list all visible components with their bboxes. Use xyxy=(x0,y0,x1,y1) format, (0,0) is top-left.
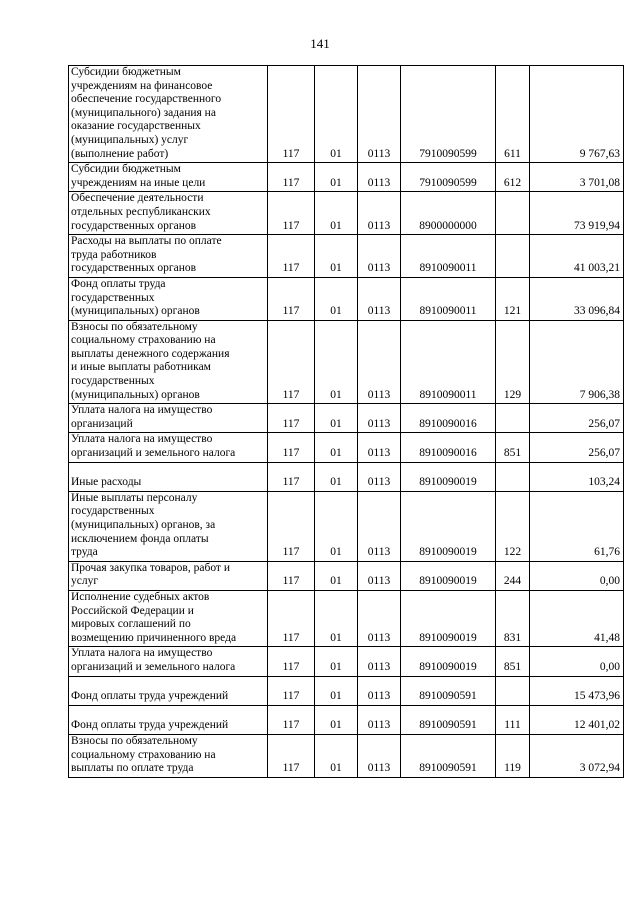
expense-name-cell xyxy=(69,491,268,561)
expense-name-line: и иные выплаты работникам xyxy=(71,361,211,374)
expense-name-line: (выполнение работ) xyxy=(71,147,169,160)
expense-name-line: услуг xyxy=(71,575,99,588)
section-code-cell: 01 xyxy=(315,66,358,163)
amount-cell: 0,00 xyxy=(530,647,624,676)
expense-name-line: обеспечение государственного xyxy=(71,93,222,106)
expense-type-code-cell: 851 xyxy=(496,433,530,462)
expense-name-line: учреждениям на финансовое xyxy=(71,79,213,92)
expense-name-line: социальному страхованию на xyxy=(71,748,216,761)
expense-name-line: Расходы на выплаты по оплате xyxy=(71,235,222,248)
table-row xyxy=(69,561,624,590)
expense-type-code-cell: 121 xyxy=(496,277,530,320)
subsection-code-cell: 0113 xyxy=(358,705,401,734)
expense-name-line: (муниципального) задания на xyxy=(71,106,216,119)
department-code-cell: 117 xyxy=(268,433,315,462)
target-article-code-cell: 8910090011 xyxy=(401,277,496,320)
section-code-cell: 01 xyxy=(315,433,358,462)
department-code-cell: 117 xyxy=(268,590,315,646)
subsection-code-cell: 0113 xyxy=(358,590,401,646)
expense-name-line: учреждениям на иные цели xyxy=(71,176,206,189)
amount-cell: 9 767,63 xyxy=(530,66,624,163)
amount-cell: 3 072,94 xyxy=(530,734,624,777)
department-code-cell: 117 xyxy=(268,705,315,734)
subsection-code-cell: 0113 xyxy=(358,192,401,235)
expense-type-code-cell: 612 xyxy=(496,163,530,192)
expense-name-line: Фонд оплаты труда xyxy=(71,277,166,290)
expense-type-code-cell xyxy=(496,462,530,491)
subsection-code-cell: 0113 xyxy=(358,491,401,561)
table-row xyxy=(69,491,624,561)
amount-cell: 256,07 xyxy=(530,433,624,462)
table-row xyxy=(69,433,624,462)
expense-name-cell xyxy=(69,235,268,278)
expense-name-line: Иные расходы xyxy=(71,476,142,489)
expense-name-cell xyxy=(69,192,268,235)
section-code-cell: 01 xyxy=(315,404,358,433)
expense-name-cell xyxy=(69,462,268,491)
table-row xyxy=(69,734,624,777)
expense-name-cell xyxy=(69,66,268,163)
budget-table xyxy=(68,65,624,778)
section-code-cell: 01 xyxy=(315,590,358,646)
expense-type-code-cell xyxy=(496,235,530,278)
table-row xyxy=(69,320,624,404)
expense-name-line: государственных органов xyxy=(71,262,197,275)
section-code-cell: 01 xyxy=(315,320,358,404)
expense-name-cell xyxy=(69,647,268,676)
target-article-code-cell: 7910090599 xyxy=(401,163,496,192)
expense-name-line: организаций и земельного налога xyxy=(71,447,236,460)
expense-name-line: государственных xyxy=(71,375,155,388)
section-code-cell: 01 xyxy=(315,734,358,777)
expense-name-line: исключением фонда оплаты xyxy=(71,532,209,545)
expense-type-code-cell: 831 xyxy=(496,590,530,646)
expense-name-line xyxy=(71,706,264,720)
expense-type-code-cell: 244 xyxy=(496,561,530,590)
section-code-cell: 01 xyxy=(315,235,358,278)
subsection-code-cell: 0113 xyxy=(358,734,401,777)
department-code-cell: 117 xyxy=(268,66,315,163)
subsection-code-cell: 0113 xyxy=(358,404,401,433)
table-row xyxy=(69,647,624,676)
amount-cell: 33 096,84 xyxy=(530,277,624,320)
department-code-cell: 117 xyxy=(268,235,315,278)
expense-type-code-cell: 129 xyxy=(496,320,530,404)
amount-cell: 12 401,02 xyxy=(530,705,624,734)
expense-type-code-cell: 111 xyxy=(496,705,530,734)
subsection-code-cell: 0113 xyxy=(358,462,401,491)
expense-name-cell xyxy=(69,404,268,433)
target-article-code-cell: 8910090011 xyxy=(401,320,496,404)
expense-name-line: Обеспечение деятельности xyxy=(71,192,204,205)
department-code-cell: 117 xyxy=(268,561,315,590)
amount-cell: 41 003,21 xyxy=(530,235,624,278)
department-code-cell: 117 xyxy=(268,491,315,561)
expense-name-cell xyxy=(69,320,268,404)
expense-name-line: Уплата налога на имущество xyxy=(71,404,213,417)
amount-cell: 41,48 xyxy=(530,590,624,646)
section-code-cell: 01 xyxy=(315,561,358,590)
expense-name-line: Взносы по обязательному xyxy=(71,734,198,747)
expense-type-code-cell: 611 xyxy=(496,66,530,163)
target-article-code-cell: 8900000000 xyxy=(401,192,496,235)
expense-type-code-cell: 122 xyxy=(496,491,530,561)
subsection-code-cell: 0113 xyxy=(358,277,401,320)
table-body xyxy=(69,66,624,778)
department-code-cell: 117 xyxy=(268,320,315,404)
department-code-cell: 117 xyxy=(268,192,315,235)
expense-name-line: Уплата налога на имущество xyxy=(71,433,213,446)
subsection-code-cell: 0113 xyxy=(358,433,401,462)
section-code-cell: 01 xyxy=(315,491,358,561)
target-article-code-cell: 8910090011 xyxy=(401,235,496,278)
table-row xyxy=(69,277,624,320)
target-article-code-cell: 8910090591 xyxy=(401,676,496,705)
expense-name-cell xyxy=(69,163,268,192)
amount-cell: 73 919,94 xyxy=(530,192,624,235)
expense-name-cell xyxy=(69,561,268,590)
target-article-code-cell: 7910090599 xyxy=(401,66,496,163)
target-article-code-cell: 8910090591 xyxy=(401,734,496,777)
amount-cell: 61,76 xyxy=(530,491,624,561)
expense-name-line: труда xyxy=(71,546,98,559)
expense-name-cell xyxy=(69,277,268,320)
amount-cell: 15 473,96 xyxy=(530,676,624,705)
table-row xyxy=(69,705,624,734)
expense-name-line xyxy=(71,463,264,477)
expense-name-line: государственных органов xyxy=(71,219,197,232)
department-code-cell: 117 xyxy=(268,404,315,433)
expense-name-line: Субсидии бюджетным xyxy=(71,163,181,176)
amount-cell: 7 906,38 xyxy=(530,320,624,404)
expense-type-code-cell xyxy=(496,404,530,433)
expense-name-line: оказание государственных xyxy=(71,120,201,133)
target-article-code-cell: 8910090019 xyxy=(401,647,496,676)
table-row xyxy=(69,163,624,192)
expense-name-line: Фонд оплаты труда учреждений xyxy=(71,719,229,732)
expense-name-line: Иные выплаты персоналу xyxy=(71,491,198,504)
subsection-code-cell: 0113 xyxy=(358,320,401,404)
expense-name-cell xyxy=(69,590,268,646)
target-article-code-cell: 8910090019 xyxy=(401,590,496,646)
expense-name-cell xyxy=(69,676,268,705)
expense-name-line: мировых соглашений по xyxy=(71,618,191,631)
expense-name-line: (муниципальных) органов xyxy=(71,388,200,401)
expense-name-line: организаций и земельного налога xyxy=(71,660,236,673)
expense-type-code-cell: 119 xyxy=(496,734,530,777)
subsection-code-cell: 0113 xyxy=(358,66,401,163)
expense-name-line: выплаты по оплате труда xyxy=(71,762,194,775)
expense-name-line: организаций xyxy=(71,417,133,430)
section-code-cell: 01 xyxy=(315,163,358,192)
target-article-code-cell: 8910090019 xyxy=(401,491,496,561)
target-article-code-cell: 8910090591 xyxy=(401,705,496,734)
section-code-cell: 01 xyxy=(315,705,358,734)
expense-name-line: Прочая закупка товаров, работ и xyxy=(71,561,230,574)
table-row xyxy=(69,235,624,278)
expense-name-line: Российской Федерации и xyxy=(71,604,194,617)
target-article-code-cell: 8910090019 xyxy=(401,462,496,491)
department-code-cell: 117 xyxy=(268,734,315,777)
page-number: 141 xyxy=(310,36,330,51)
table-row xyxy=(69,404,624,433)
expense-name-line: (муниципальных) органов, за xyxy=(71,519,216,531)
amount-cell: 103,24 xyxy=(530,462,624,491)
department-code-cell: 117 xyxy=(268,647,315,676)
subsection-code-cell: 0113 xyxy=(358,235,401,278)
subsection-code-cell: 0113 xyxy=(358,676,401,705)
amount-cell: 256,07 xyxy=(530,404,624,433)
table-row xyxy=(69,590,624,646)
table-row xyxy=(69,192,624,235)
expense-name-line: (муниципальных) услуг xyxy=(71,133,189,146)
expense-name-cell xyxy=(69,433,268,462)
section-code-cell: 01 xyxy=(315,647,358,676)
expense-name-line: отдельных республиканских xyxy=(71,205,211,218)
section-code-cell: 01 xyxy=(315,277,358,320)
department-code-cell: 117 xyxy=(268,163,315,192)
table-row xyxy=(69,676,624,705)
expense-type-code-cell xyxy=(496,192,530,235)
expense-name-line: Субсидии бюджетным xyxy=(71,66,181,78)
expense-name-cell xyxy=(69,705,268,734)
expense-name-line: Фонд оплаты труда учреждений xyxy=(71,690,229,703)
target-article-code-cell: 8910090016 xyxy=(401,433,496,462)
department-code-cell: 117 xyxy=(268,676,315,705)
amount-cell: 0,00 xyxy=(530,561,624,590)
department-code-cell: 117 xyxy=(268,277,315,320)
department-code-cell: 117 xyxy=(268,462,315,491)
table-row xyxy=(69,66,624,163)
expense-name-cell xyxy=(69,734,268,777)
expense-name-line: Исполнение судебных актов xyxy=(71,590,210,603)
subsection-code-cell: 0113 xyxy=(358,163,401,192)
amount-cell: 3 701,08 xyxy=(530,163,624,192)
expense-name-line: социальному страхованию на xyxy=(71,334,216,347)
target-article-code-cell: 8910090016 xyxy=(401,404,496,433)
expense-name-line: (муниципальных) органов xyxy=(71,305,200,318)
target-article-code-cell: 8910090019 xyxy=(401,561,496,590)
expense-type-code-cell xyxy=(496,676,530,705)
table-row xyxy=(69,462,624,491)
expense-name-line: выплаты денежного содержания xyxy=(71,347,230,360)
subsection-code-cell: 0113 xyxy=(358,561,401,590)
expense-name-line: Взносы по обязательному xyxy=(71,320,198,333)
subsection-code-cell: 0113 xyxy=(358,647,401,676)
section-code-cell: 01 xyxy=(315,462,358,491)
section-code-cell: 01 xyxy=(315,192,358,235)
expense-name-line: труда работников xyxy=(71,248,157,261)
expense-name-line: возмещению причиненного вреда xyxy=(71,631,237,644)
expense-name-line: государственных xyxy=(71,291,155,304)
section-code-cell: 01 xyxy=(315,676,358,705)
expense-name-line: Уплата налога на имущество xyxy=(71,647,213,660)
expense-name-line xyxy=(71,677,264,691)
expense-type-code-cell: 851 xyxy=(496,647,530,676)
expense-name-line: государственных xyxy=(71,505,155,518)
